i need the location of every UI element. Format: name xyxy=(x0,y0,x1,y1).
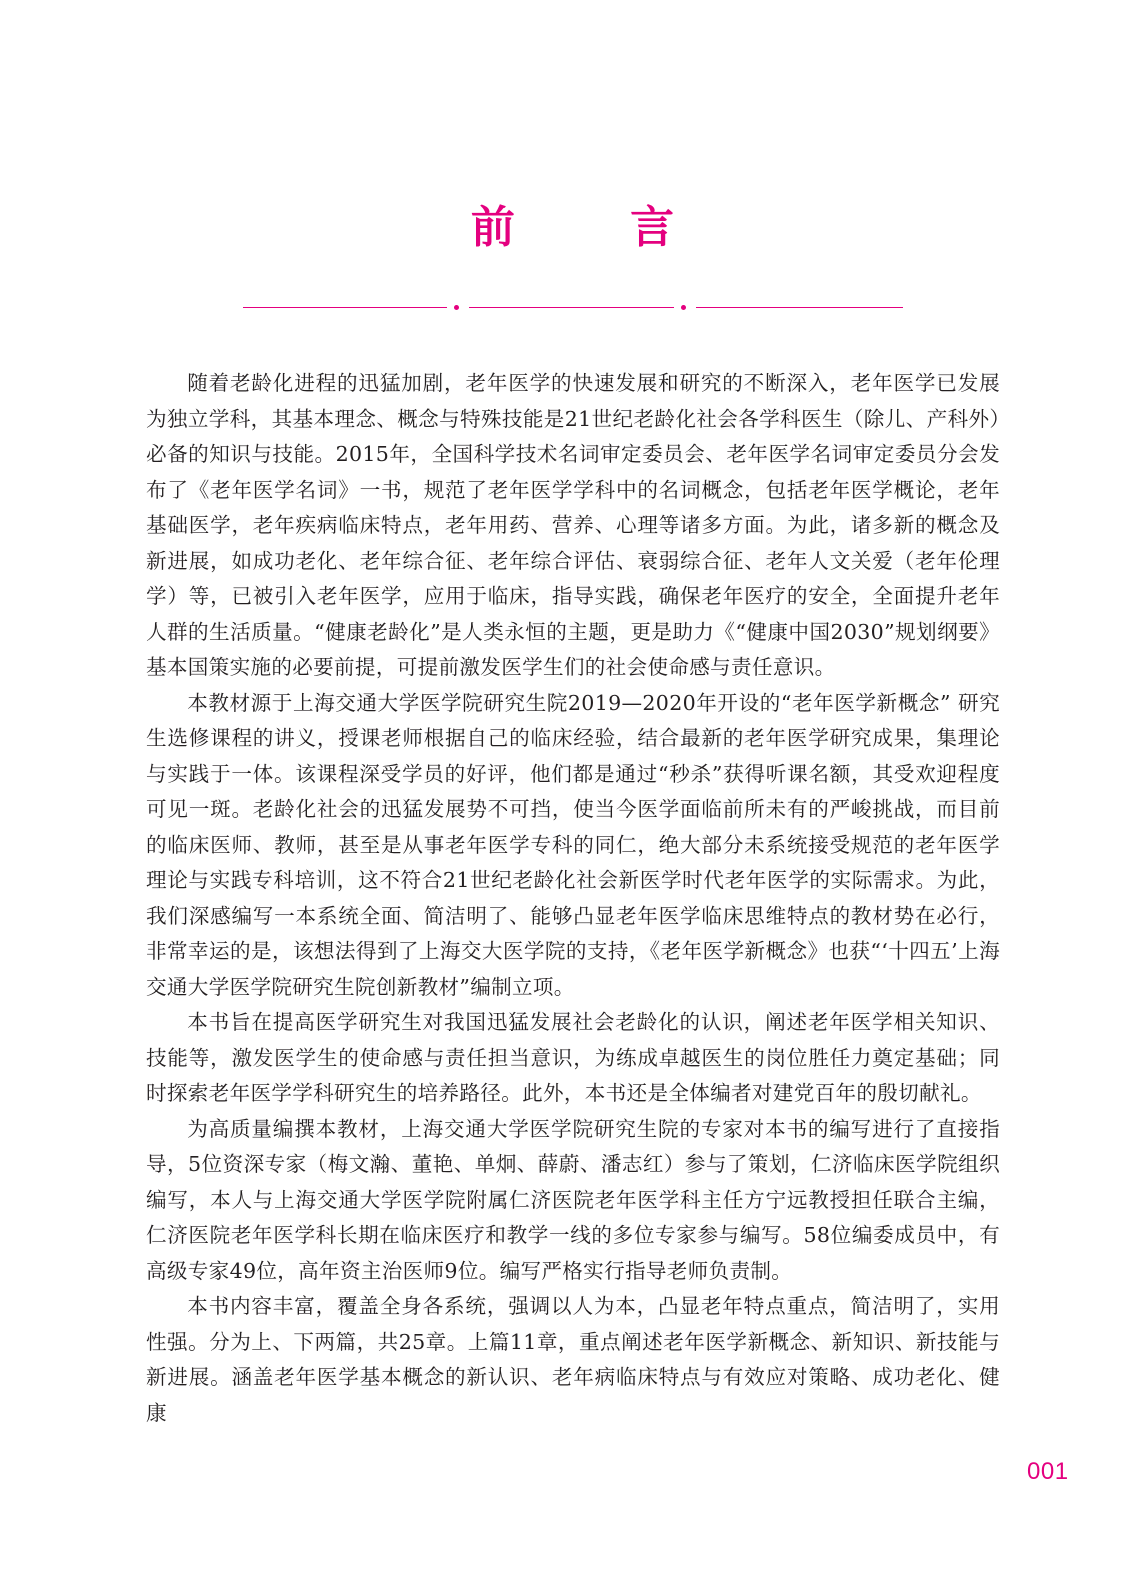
divider-line-left xyxy=(243,307,447,308)
paragraph: 随着老龄化进程的迅猛加剧，老年医学的快速发展和研究的不断深入，老年医学已发展为独立学科，其基本理念、概念与特殊技能是21世纪老龄化社会各学科医生（除儿、产科外）必备的知识与技能。2015年，全国科学技术名词审定委员会、老年医学名词审定委员分会发布了《老年医学名词》一书，规范了老年医学学科中的名词概念，包括老年医学概论，老年基础医学，老年疾病临床特点，老年用药、营养、心理等诸多方面。为此，诸多新的概念及新进展，如成功老化、老年综合征、老年综合评估、衰弱综合征、老年人文关爱（老年伦理学）等，已被引入老年医学，应用于临床，指导实践，确保老年医疗的安全，全面提升老年人群的生活质量。“健康老龄化”是人类永恒的主题，更是助力《“健康中国2030”规划纲要》基本国策实施的必要前提，可提前激发医学生们的社会使命感与责任意识。 xyxy=(146,371,1000,679)
page-number: 001 xyxy=(1027,1458,1069,1485)
title-divider xyxy=(243,302,903,314)
paragraph: 本教材源于上海交通大学医学院研究生院2019—2020年开设的“老年医学新概念” 研究生选修课程的讲义，授课老师根据自己的临床经验，结合最新的老年医学研究成果，集理论与实践于一体。该课程深受学员的好评，他们都是通过“秒杀”获得听课名额，其受欢迎程度可见一斑。老龄化社会的迅猛发展势不可挡，使当今医学面临前所未有的严峻挑战，而目前的临床医师、教师，甚至是从事老年医学专科的同仁，绝大部分未系统接受规范的老年医学理论与实践专科培训，这不符合21世纪老龄化社会新医学时代老年医学的实际需求。为此，我们深感编写一本系统全面、简洁明了、能够凸显老年医学临床思维特点的教材势在必行，非常幸运的是，该想法得到了上海交大医学院的支持，《老年医学新概念》也获“‘十四五’上海交通大学医学院研究生院创新教材”编制立项。 xyxy=(146,690,1000,999)
page-title: 前 言 xyxy=(470,202,725,253)
paragraph: 本书内容丰富，覆盖全身各系统，强调以人为本，凸显老年特点重点，简洁明了，实用性强。分为上、下两篇，共25章。上篇11章，重点阐述老年医学新概念、新知识、新技能与新进展。涵盖老年医学基本概念的新认识、老年病临床特点与有效应对策略、成功老化、健康 xyxy=(146,1294,1000,1425)
divider-line-right xyxy=(696,307,903,308)
paragraph: 本书旨在提高医学研究生对我国迅猛发展社会老龄化的认识，阐述老年医学相关知识、技能等，激发医学生的使命感与责任担当意识，为练成卓越医生的岗位胜任力奠定基础；同时探索老年医学学科研究生的培养路径。此外，本书还是全体编者对建党百年的殷切献礼。 xyxy=(146,1010,1000,1105)
preface-body xyxy=(146,366,1000,1431)
divider-dot-left xyxy=(454,305,459,310)
divider-dot-right xyxy=(681,305,686,310)
paragraph: 为高质量编撰本教材，上海交通大学医学院研究生院的专家对本书的编写进行了直接指导，5位资深专家（梅文瀚、董艳、单炯、薛蔚、潘志红）参与了策划，仁济临床医学院组织编写，本人与上海交通大学医学院附属仁济医院老年医学科主任方宁远教授担任联合主编，仁济医院老年医学科长期在临床医疗和教学一线的多位专家参与编写。58位编委成员中，有高级专家49位，高年资主治医师9位。编写严格实行指导老师负责制。 xyxy=(146,1116,1000,1283)
divider-line-middle xyxy=(469,307,674,308)
